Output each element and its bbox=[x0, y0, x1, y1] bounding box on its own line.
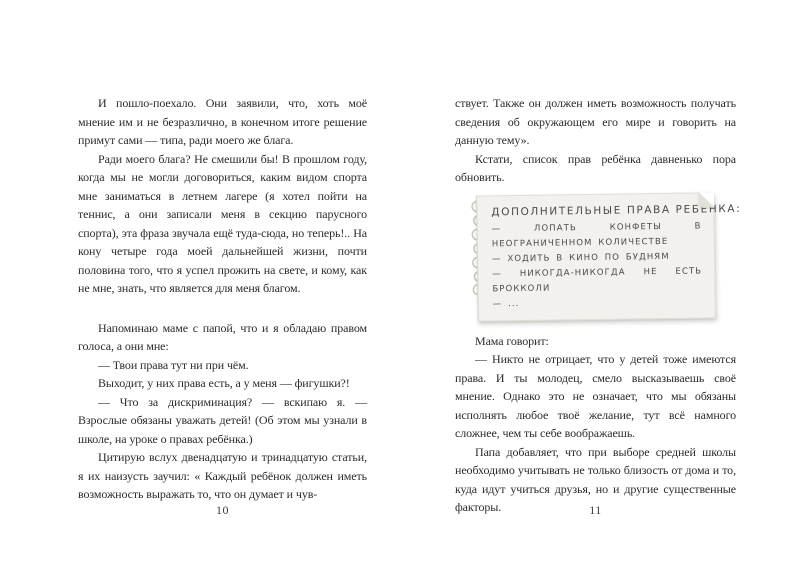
note-list-item: — ... bbox=[492, 298, 520, 309]
note-list-item: — ЛОПАТЬ КОНФЕТЫ В НЕОГРАНИЧЕННОМ КОЛИЧЕСТВЕ bbox=[491, 220, 702, 249]
note-list-item: — ХОДИТЬ В КИНО ПО БУДНЯМ bbox=[491, 251, 670, 264]
book-paragraph: Ради моего блага? Не смешили бы! В прошлом году, когда мы не могли договориться, каким видом спорта мне заниматься в летнем лагере (я хотел пойти на теннис, а они записали меня в секцию парусного спорта), эта фраза звучала ещё туда-сюда, но теперь!.. На кону четыре года моей дальнейшей жизни, почти половина того, что я успел прожить на свете, и кому, как не мне, знать, что является для меня благом. bbox=[78, 151, 367, 295]
note-items-list bbox=[492, 219, 703, 312]
left-page-text-column bbox=[78, 94, 367, 504]
note-paper bbox=[476, 192, 742, 321]
book-paragraph: Кстати, список прав ребёнка давненько пора обновить. bbox=[455, 151, 736, 184]
right-page-text-column bbox=[455, 94, 742, 517]
page-number-left: 10 bbox=[216, 503, 229, 517]
right-page-text-before-note bbox=[455, 94, 736, 187]
book-paragraph: — Твои права тут ни при чём. bbox=[98, 357, 249, 372]
book-paragraph: Цитирую вслух двенадцатую и тринадцатую статьи, я их наизусть заучил: « Каждый ребёнок должен иметь возможность выражать то, что он думает и чув- bbox=[78, 450, 367, 501]
right-page-text-after-note bbox=[455, 332, 736, 517]
book-paragraph: Папа добавляет, что при выборе средней школы необходимо учитывать не только близость от дома и то, куда идут учиться друзья, но и другие существенные факторы. bbox=[455, 444, 736, 514]
book-paragraph: Выходит, у них права есть, а у меня — фигушки?! bbox=[98, 376, 350, 390]
note-list-item: — НИКОГДА-НИКОГДА НЕ ЕСТЬ БРОККОЛИ bbox=[492, 265, 703, 294]
book-paragraph: — Никто не отрицает, что у детей тоже имеются права. И ты молодец, смело высказываешь своё мнение. Однако это не означает, что мы обязаны исполнять любое твоё желание, тут всё намного сложнее, чем ты себе воображаешь. bbox=[455, 352, 736, 440]
book-paragraph: Мама говорит: bbox=[475, 333, 549, 348]
book-paragraph: Напоминаю маме с папой, что и я обладаю правом голоса, а они мне: bbox=[78, 320, 367, 353]
book-paragraph: И пошло-поехало. Они заявили, что, хоть моё мнение им и не безразлично, в конечном итоге решение примут сами — типа, ради моего же блага. bbox=[78, 96, 367, 147]
notepad-note bbox=[464, 192, 742, 321]
note-title: ДОПОЛНИТЕЛЬНЫЕ ПРАВА РЕБЁНКА: bbox=[491, 202, 742, 218]
book-paragraph: — Что за дискриминация? — вскипаю я. — Взрослые обязаны уважать детей! (Об этом мы узнали в школе, на уроке о правах ребёнка.) bbox=[78, 394, 367, 446]
book-paragraph: ствует. Также он должен иметь возможность получать сведения об окружающем его мире и говорить на данную тему». bbox=[455, 96, 736, 147]
page-number-right: 11 bbox=[589, 503, 602, 517]
